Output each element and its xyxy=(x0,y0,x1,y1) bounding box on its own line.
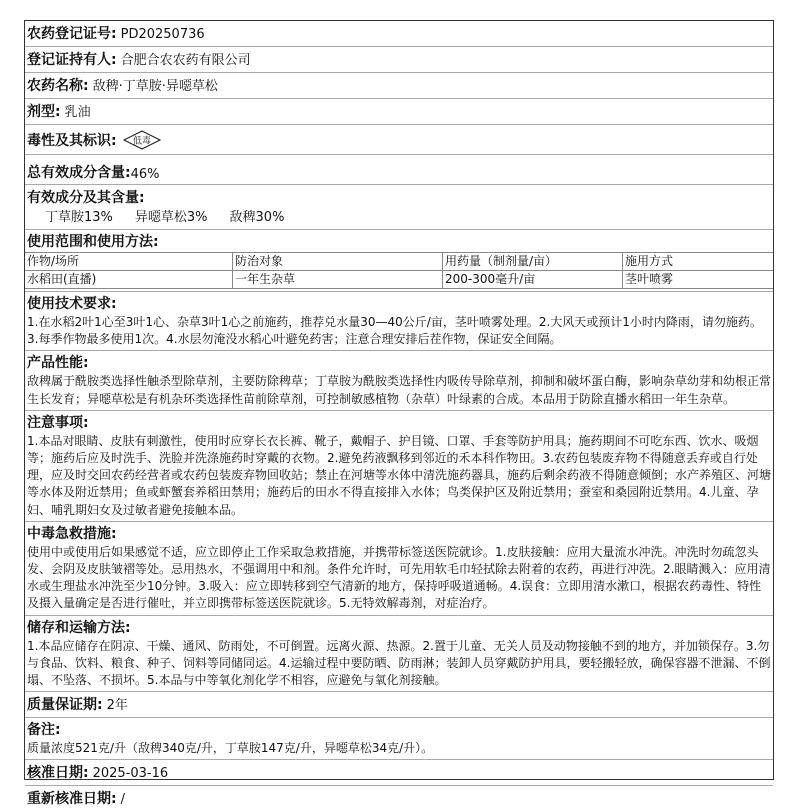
usage-label: 使用范围和使用方法: xyxy=(27,234,159,250)
usage-section xyxy=(25,230,773,292)
total-content-row xyxy=(25,155,773,185)
precautions-section xyxy=(25,411,773,522)
table-cell: 200-300毫升/亩 xyxy=(443,271,623,289)
holder-value: 合肥合农农药有限公司 xyxy=(120,53,251,68)
precautions-text: 1.本品对眼睛、皮肤有刺激性，使用时应穿长衣长裤、靴子，戴帽子、护目镜、口罩、手套等防护用具；施药期间不可吃东西、饮水、吸烟等；施药后应及时洗手、洗脸并洗涤施药时穿戴的衣物。2.避免药液飘移到邻近的禾本科作物田。3.农药包装废弃物不得随意丢弃或自行处理，应及时交回农药经营者或农药包装废弃物回收站；禁止在河塘等水体中清洗施药器具，施药后剩余药液不得随意倾倒；水产养殖区、河塘等水体及附近禁用；鱼或虾蟹套养稻田禁用；施药后的田水不得直接排入水体；鸟类保护区及附近禁用；蚕室和桑园附近禁用。4.儿童、孕妇、哺乳期妇女及过敏者避免接触本品。 xyxy=(27,433,772,517)
first-aid-section xyxy=(25,522,773,616)
remarks-label: 备注: xyxy=(27,722,61,739)
shelf-life-label: 质量保证期: xyxy=(27,697,103,714)
holder-label: 登记证持有人: xyxy=(27,52,117,68)
technical-section xyxy=(25,292,773,351)
registration-value: PD20250736 xyxy=(120,27,205,42)
first-aid-text: 使用中或使用后如果感觉不适，应立即停止工作采取急救措施，并携带标签送医院就诊。1.皮肤接触：应用大量流水冲洗。冲洗时勿疏忽头发、会阴及皮肤皱褶等处。忌用热水，不强调用中和剂。条件允许时，可先用软毛巾轻拭除去附着的农药，再进行冲洗。2.眼睛溅入：应用清水或生理盐水冲洗至少10分钟。3.吸入：应立即转移到空气清新的地方，保持呼吸道通畅。4.误食：立即用清水漱口，根据农药毒性、特性及摄入量确定是否进行催吐，并立即携带标签送医院就诊。5.无特效解毒剂，对症治疗。 xyxy=(27,544,771,611)
total-content-value: 46% xyxy=(130,167,160,182)
holder-row xyxy=(25,47,773,73)
name-value: 敌稗·丁草胺·异噁草松 xyxy=(92,79,218,94)
formulation-value: 乳油 xyxy=(64,105,91,120)
ingredients-label: 有效成分及其含量: xyxy=(27,190,145,206)
first-aid-label: 中毒急救措施: xyxy=(27,525,117,542)
usage-table xyxy=(25,252,773,289)
name-row xyxy=(25,73,773,99)
low-toxicity-badge-icon xyxy=(123,130,161,150)
table-header-cell: 作物/场所 xyxy=(25,253,233,271)
ingredients-section xyxy=(25,185,773,230)
storage-section xyxy=(25,616,773,693)
remarks-text: 质量浓度521克/升（敌稗340克/升，丁草胺147克/升，异噁草松34克/升）。 xyxy=(27,741,434,756)
performance-label: 产品性能: xyxy=(27,355,89,372)
formulation-label: 剂型: xyxy=(27,104,61,120)
approval-date-row xyxy=(25,760,773,786)
table-cell: 水稻田(直播) xyxy=(25,271,233,289)
ingredient-item: 敌稗30% xyxy=(229,210,285,225)
technical-text: 1.在水稻2叶1心至3叶1心、杂草3叶1心之前施药，推荐兑水量30—40公斤/亩，茎叶喷雾处理。2.大风天或预计1小时内降雨，请勿施药。3.每季作物最多使用1次。4.水层勿淹没水稻心叶避免药害；注意合理安排后茬作物，保证安全间隔。 xyxy=(27,315,762,347)
precautions-label: 注意事项: xyxy=(27,414,89,431)
ingredient-item: 异噁草松3% xyxy=(134,210,208,225)
performance-text: 敌稗属于酰胺类选择性触杀型除草剂，主要防除稗草；丁草胺为酰胺类选择性内吸传导除草剂，抑制和破坏蛋白酶，影响杂草幼芽和幼根正常生长发育；异噁草松是有机杂环类选择性苗前除草剂，可控制敏感植物（杂草）叶绿素的合成。本品用于防除直播水稻田一年生杂草。 xyxy=(27,374,772,406)
table-header-cell: 防治对象 xyxy=(233,253,443,271)
name-label: 农药名称: xyxy=(27,78,89,94)
technical-label: 使用技术要求: xyxy=(27,296,117,312)
toxicity-row xyxy=(25,125,773,155)
label-document xyxy=(24,20,774,808)
approval-date-label: 核准日期: xyxy=(27,765,89,782)
ingredients-list xyxy=(25,208,773,229)
storage-label: 储存和运输方法: xyxy=(27,619,131,636)
registration-row xyxy=(25,21,773,47)
formulation-row xyxy=(25,99,773,125)
registration-label: 农药登记证号: xyxy=(27,26,117,42)
reapproval-date-value: / xyxy=(120,792,125,808)
table-header-cell: 施用方式 xyxy=(623,253,773,271)
storage-text: 1.本品应储存在阴凉、干燥、通风、防雨处，不可倒置。远离火源、热源。2.置于儿童、无关人员及动物接触不到的地方，并加锁保存。3.勿与食品、饮料、粮食、种子、饲料等同储同运。4.运输过程中要防晒、防雨淋；装卸人员穿戴防护用具，要轻搬轻放，确保容器不泄漏、不倒塌、不坠落、不损坏。5.本品与中等氧化剂化学不相容，应避免与氧化剂接触。 xyxy=(27,638,771,688)
toxicity-label: 毒性及其标识: xyxy=(27,132,117,149)
reapproval-date-label: 重新核准日期: xyxy=(27,791,117,808)
table-cell: 一年生杂草 xyxy=(233,271,443,289)
table-cell: 茎叶喷雾 xyxy=(623,271,773,289)
performance-section xyxy=(25,351,773,410)
reapproval-date-row xyxy=(25,786,773,811)
shelf-life-row xyxy=(25,692,773,718)
badge-text: 低毒 xyxy=(132,136,151,146)
total-content-label: 总有效成分含量: xyxy=(27,165,131,181)
approval-date-value: 2025-03-16 xyxy=(92,766,169,782)
shelf-life-value: 2年 xyxy=(106,698,128,714)
ingredient-item: 丁草胺13% xyxy=(45,210,113,225)
table-header-cell: 用药量（制剂量/亩） xyxy=(443,253,623,271)
remarks-section xyxy=(25,718,773,760)
